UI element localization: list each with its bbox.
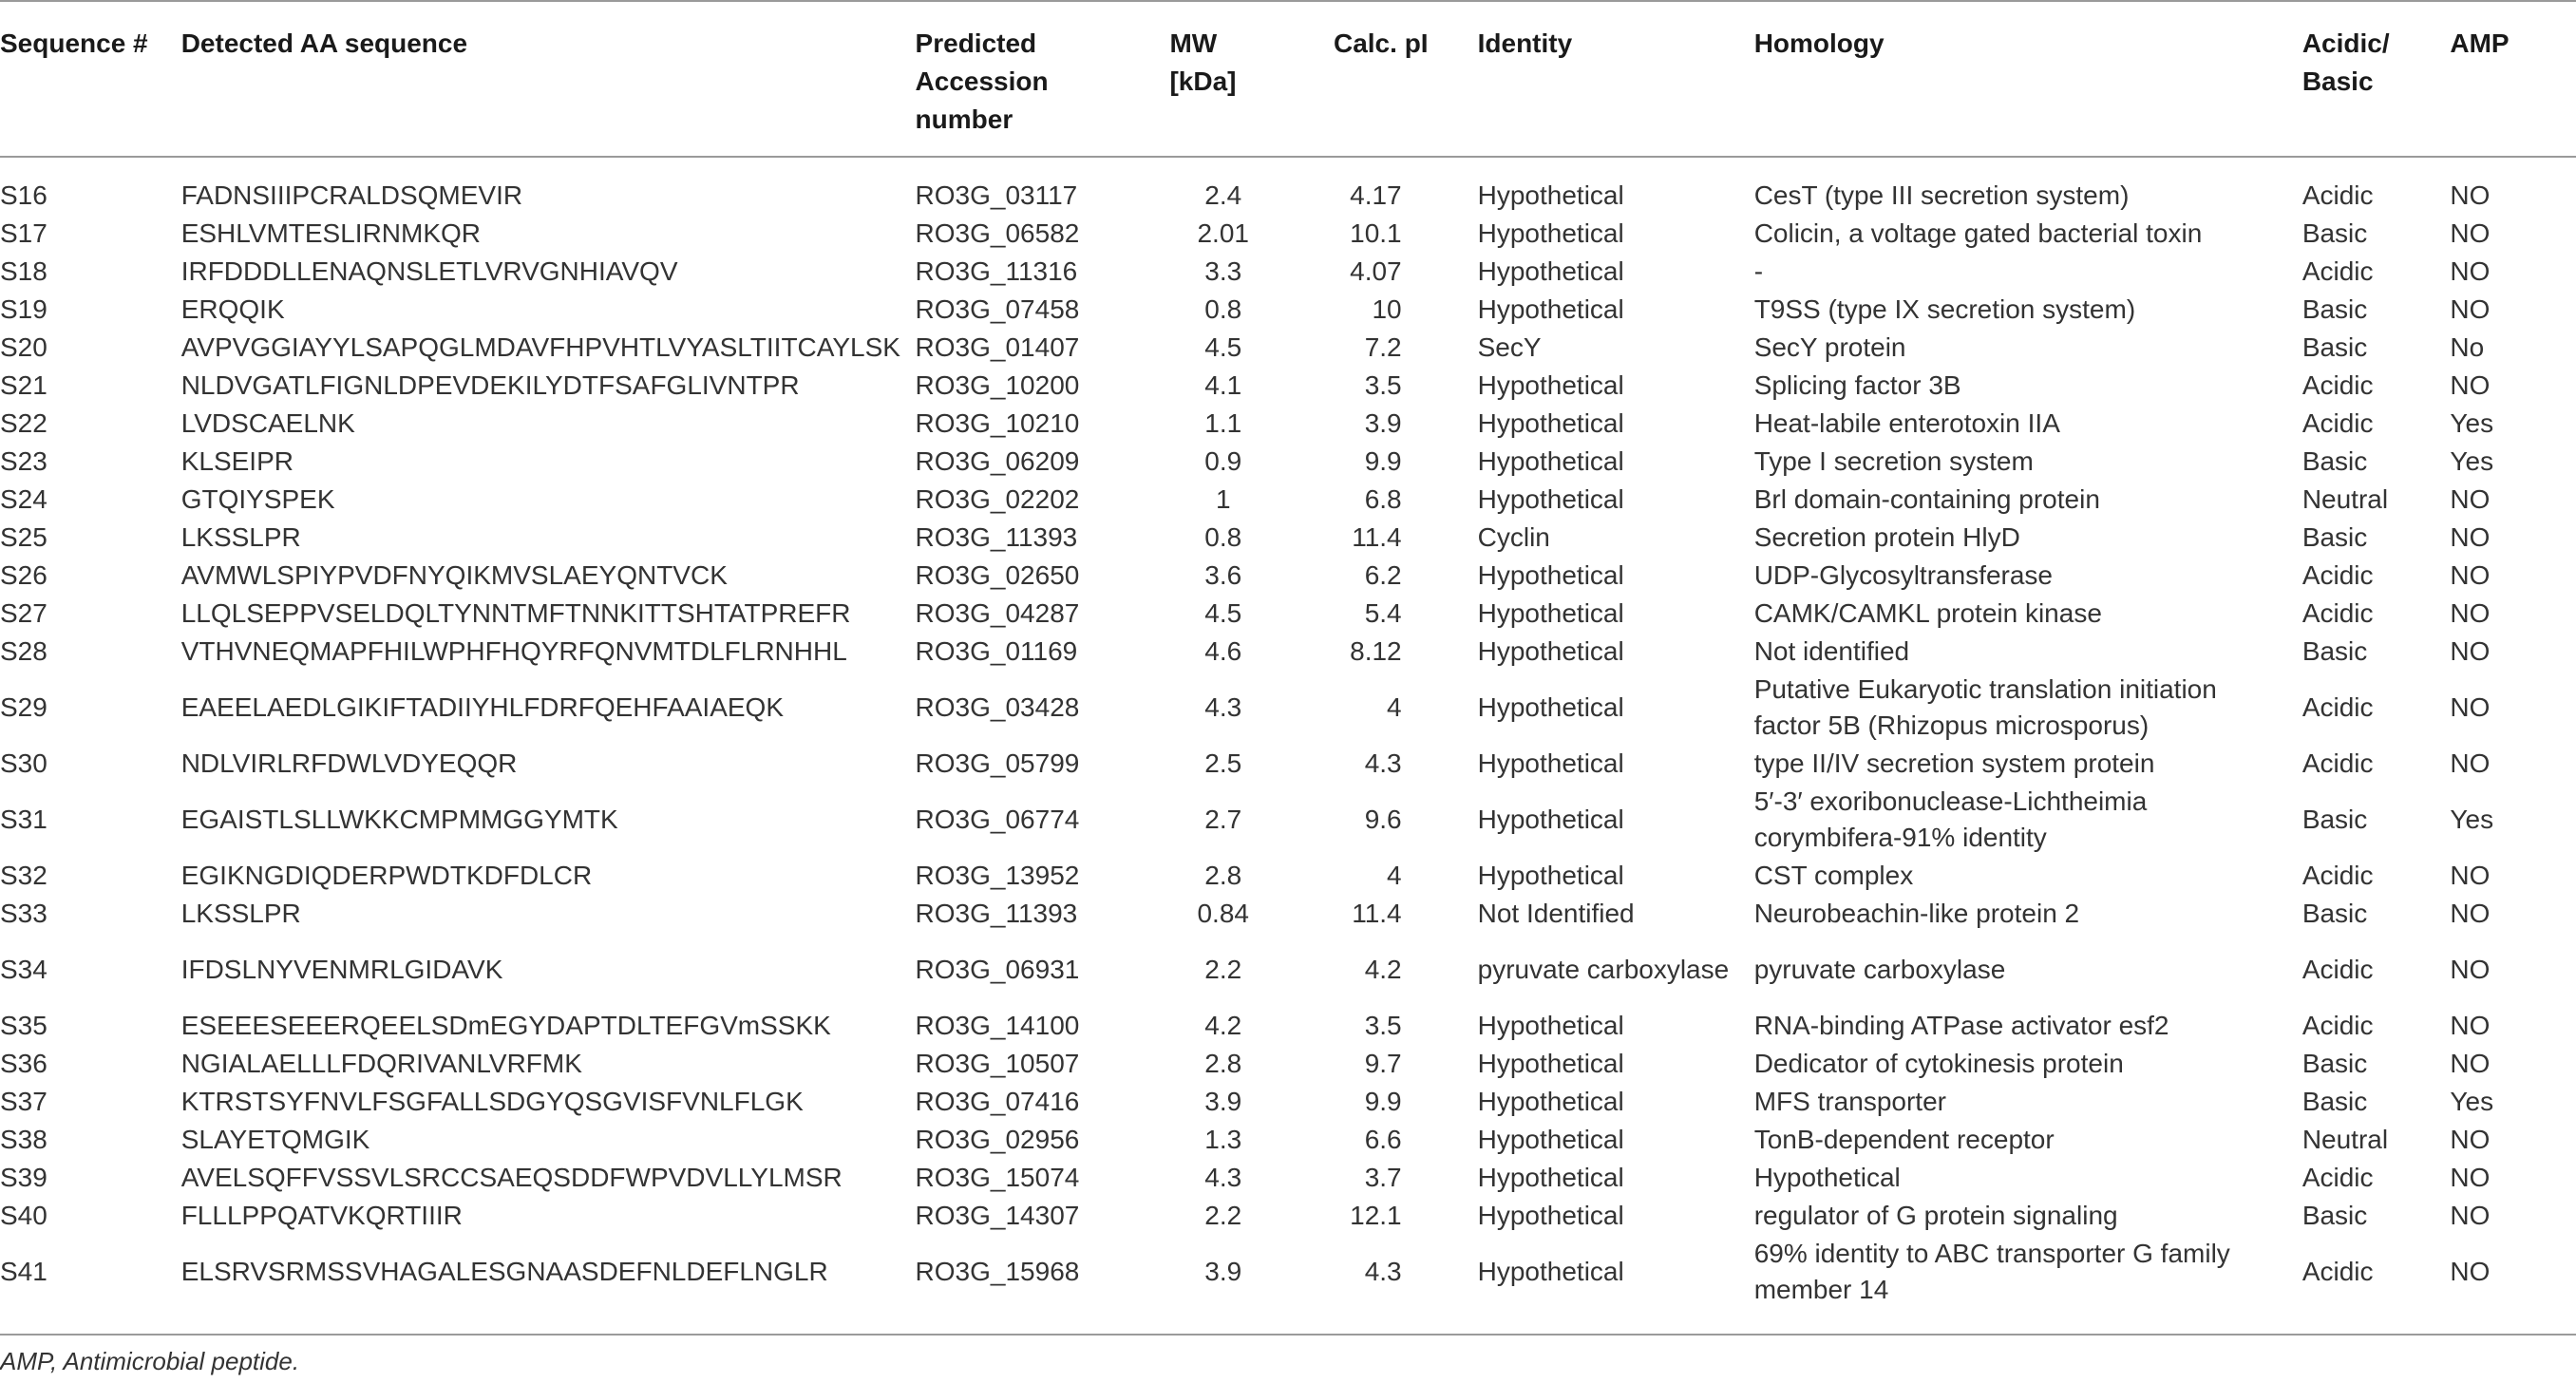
- cell-identity: Hypothetical: [1477, 861, 1624, 890]
- cell-acidic-basic: Basic: [2301, 899, 2368, 928]
- cell-acidic-basic: Basic: [2301, 805, 2368, 834]
- cell-mw: 2.2: [1204, 955, 1242, 984]
- cell-sequence-number: S23: [0, 446, 47, 476]
- cell-pi: 3.5: [1364, 370, 1402, 400]
- header-identity: Identity: [1477, 28, 1573, 58]
- table-row: [0, 895, 2576, 933]
- table-row: [0, 857, 2576, 895]
- cell-identity: Not Identified: [1477, 899, 1635, 928]
- cell-sequence-number: S30: [0, 748, 47, 778]
- cell-mw: 2.8: [1204, 861, 1242, 890]
- cell-acidic-basic: Acidic: [2301, 256, 2374, 286]
- cell-homology: CST complex: [1753, 861, 1914, 890]
- cell-aa-sequence: EGIKNGDIQDERPWDTKDFDLCR: [180, 861, 593, 890]
- header-homology: Homology: [1753, 28, 1885, 58]
- cell-pi: 12.1: [1350, 1201, 1402, 1230]
- cell-amp: NO: [2450, 484, 2491, 514]
- cell-pi: 4.3: [1364, 748, 1402, 778]
- cell-homology: CesT (type III secretion system): [1753, 180, 2130, 210]
- cell-identity: Hypothetical: [1477, 180, 1624, 210]
- cell-sequence-number: S21: [0, 370, 47, 400]
- cell-accession: RO3G_04287: [915, 598, 1080, 628]
- cell-accession: RO3G_06582: [915, 218, 1080, 248]
- cell-aa-sequence: ELSRVSRMSSVHAGALESGNAASDEFNLDEFLNGLR: [180, 1257, 828, 1286]
- cell-pi: 6.8: [1364, 484, 1402, 514]
- cell-pi: 5.4: [1364, 598, 1402, 628]
- cell-acidic-basic: Neutral: [2301, 1125, 2389, 1154]
- cell-pi: 4.2: [1364, 955, 1402, 984]
- cell-amp: NO: [2450, 370, 2491, 400]
- cell-acidic-basic: Basic: [2301, 522, 2368, 552]
- header-accession: Predicted Accession number: [915, 28, 1049, 134]
- cell-accession: RO3G_06774: [915, 805, 1080, 834]
- cell-sequence-number: S16: [0, 180, 47, 210]
- table-row: [0, 367, 2576, 405]
- cell-accession: RO3G_15074: [915, 1163, 1080, 1192]
- cell-aa-sequence: LKSSLPR: [180, 522, 301, 552]
- cell-mw: 4.1: [1204, 370, 1242, 400]
- cell-mw: 2.2: [1204, 1201, 1242, 1230]
- cell-sequence-number: S27: [0, 598, 47, 628]
- cell-mw: 4.5: [1204, 598, 1242, 628]
- cell-homology: Not identified: [1753, 636, 1910, 666]
- table-row: [0, 745, 2576, 783]
- cell-aa-sequence: ESEEESEEERQEELSDmEGYDAPTDLTEFGVmSSKK: [180, 1011, 831, 1040]
- cell-sequence-number: S19: [0, 294, 47, 324]
- cell-mw: 2.5: [1204, 748, 1242, 778]
- table-row: [0, 1007, 2576, 1045]
- cell-acidic-basic: Acidic: [2301, 370, 2374, 400]
- cell-identity: Hypothetical: [1477, 446, 1624, 476]
- cell-mw: 1.3: [1204, 1125, 1242, 1154]
- cell-sequence-number: S34: [0, 955, 47, 984]
- cell-aa-sequence: NGIALAELLLFDQRIVANLVRFMK: [180, 1049, 582, 1078]
- cell-identity: Hypothetical: [1477, 256, 1624, 286]
- table-row: [0, 1197, 2576, 1235]
- cell-aa-sequence: IRFDDDLLENAQNSLETLVRVGNHIAVQV: [180, 256, 678, 286]
- cell-accession: RO3G_15968: [915, 1257, 1080, 1286]
- cell-acidic-basic: Basic: [2301, 636, 2368, 666]
- cell-aa-sequence: LKSSLPR: [180, 899, 301, 928]
- cell-aa-sequence: KLSEIPR: [180, 446, 294, 476]
- cell-amp: NO: [2450, 1011, 2491, 1040]
- cell-mw: 3.9: [1204, 1257, 1242, 1286]
- cell-sequence-number: S41: [0, 1257, 47, 1286]
- cell-acidic-basic: Acidic: [2301, 560, 2374, 590]
- cell-amp: NO: [2450, 1163, 2491, 1192]
- cell-homology: Brl domain-containing protein: [1753, 484, 2100, 514]
- table-row: [0, 671, 2576, 745]
- cell-amp: NO: [2450, 218, 2491, 248]
- cell-acidic-basic: Basic: [2301, 332, 2368, 362]
- cell-pi: 10: [1372, 294, 1402, 324]
- cell-accession: RO3G_10507: [915, 1049, 1080, 1078]
- cell-sequence-number: S18: [0, 256, 47, 286]
- cell-aa-sequence: NDLVIRLRFDWLVDYEQQR: [180, 748, 518, 778]
- cell-amp: Yes: [2450, 408, 2494, 438]
- cell-pi: 4: [1387, 861, 1402, 890]
- cell-homology: regulator of G protein signaling: [1753, 1201, 2118, 1230]
- cell-mw: 0.8: [1204, 522, 1242, 552]
- table-row: [0, 156, 2576, 215]
- cell-acidic-basic: Basic: [2301, 218, 2368, 248]
- cell-identity: Hypothetical: [1477, 805, 1624, 834]
- cell-homology: TonB-dependent receptor: [1753, 1125, 2055, 1154]
- cell-identity: Hypothetical: [1477, 1163, 1624, 1192]
- table-row: [0, 519, 2576, 557]
- cell-aa-sequence: AVPVGGIAYYLSAPQGLMDAVFHPVHTLVYASLTIITCAYLSK: [180, 332, 900, 362]
- cell-acidic-basic: Acidic: [2301, 861, 2374, 890]
- cell-aa-sequence: KTRSTSYFNVLFSGFALLSDGYQSGVISFVNLFLGK: [180, 1087, 804, 1116]
- cell-homology: Neurobeachin-like protein 2: [1753, 899, 2080, 928]
- table-row: [0, 595, 2576, 633]
- cell-sequence-number: S20: [0, 332, 47, 362]
- cell-amp: NO: [2450, 636, 2491, 666]
- cell-homology: Splicing factor 3B: [1753, 370, 1961, 400]
- cell-aa-sequence: SLAYETQMGIK: [180, 1125, 370, 1154]
- table-row: [0, 783, 2576, 857]
- cell-mw: 1.1: [1204, 408, 1242, 438]
- cell-homology: type II/IV secretion system protein: [1753, 748, 2155, 778]
- table-row: [0, 253, 2576, 291]
- cell-homology: CAMK/CAMKL protein kinase: [1753, 598, 2102, 628]
- cell-acidic-basic: Acidic: [2301, 955, 2374, 984]
- cell-amp: NO: [2450, 861, 2491, 890]
- cell-mw: 4.3: [1204, 692, 1242, 722]
- cell-mw: 3.9: [1204, 1087, 1242, 1116]
- cell-accession: RO3G_14100: [915, 1011, 1080, 1040]
- cell-sequence-number: S40: [0, 1201, 47, 1230]
- header-acidic-basic: Acidic/ Basic: [2301, 28, 2390, 96]
- cell-aa-sequence: ESHLVMTESLIRNMKQR: [180, 218, 482, 248]
- cell-amp: NO: [2450, 1125, 2491, 1154]
- cell-accession: RO3G_03428: [915, 692, 1080, 722]
- cell-sequence-number: S17: [0, 218, 47, 248]
- cell-identity: pyruvate carboxylase: [1477, 955, 1730, 984]
- footnote: AMP, Antimicrobial peptide.: [0, 1347, 300, 1375]
- cell-pi: 3.7: [1364, 1163, 1402, 1192]
- cell-pi: 4.17: [1350, 180, 1402, 210]
- cell-amp: NO: [2450, 1201, 2491, 1230]
- cell-homology: RNA-binding ATPase activator esf2: [1753, 1011, 2169, 1040]
- header-amp: AMP: [2450, 28, 2510, 58]
- cell-acidic-basic: Acidic: [2301, 1163, 2374, 1192]
- cell-aa-sequence: AVMWLSPIYPVDFNYQIKMVSLAEYQNTVCK: [180, 560, 728, 590]
- cell-identity: Hypothetical: [1477, 484, 1624, 514]
- table-row: [0, 557, 2576, 595]
- header-row: [0, 0, 2576, 156]
- cell-sequence-number: S33: [0, 899, 47, 928]
- cell-acidic-basic: Acidic: [2301, 1257, 2374, 1286]
- cell-homology: Secretion protein HlyD: [1753, 522, 2020, 552]
- cell-amp: NO: [2450, 294, 2491, 324]
- table-row: [0, 443, 2576, 481]
- cell-identity: Hypothetical: [1477, 294, 1624, 324]
- cell-amp: NO: [2450, 1257, 2491, 1286]
- header-pi: Calc. pI: [1333, 28, 1429, 58]
- cell-sequence-number: S39: [0, 1163, 47, 1192]
- cell-identity: Hypothetical: [1477, 1087, 1624, 1116]
- cell-amp: NO: [2450, 522, 2491, 552]
- cell-accession: RO3G_11393: [915, 522, 1078, 552]
- cell-pi: 9.9: [1364, 446, 1402, 476]
- cell-aa-sequence: ERQQIK: [180, 294, 285, 324]
- cell-pi: 4.07: [1350, 256, 1402, 286]
- cell-acidic-basic: Basic: [2301, 1201, 2368, 1230]
- cell-acidic-basic: Basic: [2301, 294, 2368, 324]
- cell-sequence-number: S24: [0, 484, 47, 514]
- cell-identity: Hypothetical: [1477, 1201, 1624, 1230]
- cell-acidic-basic: Acidic: [2301, 180, 2374, 210]
- cell-accession: RO3G_06209: [915, 446, 1080, 476]
- cell-accession: RO3G_14307: [915, 1201, 1080, 1230]
- cell-mw: 4.3: [1204, 1163, 1242, 1192]
- cell-homology: Heat-labile enterotoxin IIA: [1753, 408, 2060, 438]
- cell-mw: 2.7: [1204, 805, 1242, 834]
- cell-acidic-basic: Acidic: [2301, 748, 2374, 778]
- cell-pi: 8.12: [1350, 636, 1402, 666]
- cell-accession: RO3G_11393: [915, 899, 1078, 928]
- cell-sequence-number: S29: [0, 692, 47, 722]
- cell-identity: Hypothetical: [1477, 1257, 1624, 1286]
- table-row: [0, 481, 2576, 519]
- cell-accession: RO3G_07416: [915, 1087, 1080, 1116]
- cell-accession: RO3G_02650: [915, 560, 1080, 590]
- table-row: [0, 405, 2576, 443]
- cell-identity: Hypothetical: [1477, 560, 1624, 590]
- cell-homology: UDP-Glycosyltransferase: [1753, 560, 2053, 590]
- cell-pi: 11.4: [1352, 522, 1402, 552]
- cell-identity: Hypothetical: [1477, 1011, 1624, 1040]
- cell-accession: RO3G_13952: [915, 861, 1080, 890]
- cell-homology: T9SS (type IX secretion system): [1753, 294, 2136, 324]
- cell-acidic-basic: Neutral: [2301, 484, 2389, 514]
- cell-homology: 69% identity to ABC transporter G family member 14: [1753, 1239, 2230, 1304]
- cell-homology: Colicin, a voltage gated bacterial toxin: [1753, 218, 2203, 248]
- cell-amp: NO: [2450, 256, 2491, 286]
- cell-identity: Cyclin: [1477, 522, 1550, 552]
- cell-identity: Hypothetical: [1477, 1049, 1624, 1078]
- cell-acidic-basic: Basic: [2301, 446, 2368, 476]
- cell-homology: Type I secretion system: [1753, 446, 2034, 476]
- cell-sequence-number: S25: [0, 522, 47, 552]
- table-row: [0, 1159, 2576, 1197]
- cell-amp: No: [2450, 332, 2485, 362]
- cell-sequence-number: S26: [0, 560, 47, 590]
- cell-acidic-basic: Basic: [2301, 1049, 2368, 1078]
- cell-homology: pyruvate carboxylase: [1753, 955, 2006, 984]
- cell-mw: 4.2: [1204, 1011, 1242, 1040]
- cell-accession: RO3G_07458: [915, 294, 1080, 324]
- cell-aa-sequence: EAEELAEDLGIKIFTADIIYHLFDRFQEHFAAIAEQK: [180, 692, 785, 722]
- cell-pi: 3.5: [1364, 1011, 1402, 1040]
- cell-homology: Hypothetical: [1753, 1163, 1901, 1192]
- cell-pi: 11.4: [1352, 899, 1402, 928]
- cell-aa-sequence: EGAISTLSLLWKKCMPMMGGYMTK: [180, 805, 618, 834]
- cell-mw: 4.5: [1204, 332, 1242, 362]
- cell-amp: Yes: [2450, 1087, 2494, 1116]
- cell-aa-sequence: FADNSIIIPCRALDSQMEVIR: [180, 180, 523, 210]
- cell-mw: 0.8: [1204, 294, 1242, 324]
- cell-sequence-number: S31: [0, 805, 47, 834]
- cell-sequence-number: S35: [0, 1011, 47, 1040]
- cell-mw: 0.9: [1204, 446, 1242, 476]
- cell-sequence-number: S22: [0, 408, 47, 438]
- cell-mw: 0.84: [1197, 899, 1249, 928]
- header-sequence-number: Sequence #: [0, 28, 148, 58]
- table-body: [0, 156, 2576, 1309]
- cell-identity: Hypothetical: [1477, 748, 1624, 778]
- cell-aa-sequence: AVELSQFFVSSVLSRCCSAEQSDDFWPVDVLLYLMSR: [180, 1163, 843, 1192]
- cell-pi: 9.7: [1364, 1049, 1402, 1078]
- cell-pi: 6.2: [1364, 560, 1402, 590]
- cell-accession: RO3G_03117: [915, 180, 1078, 210]
- cell-aa-sequence: IFDSLNYVENMRLGIDAVK: [180, 955, 503, 984]
- cell-sequence-number: S36: [0, 1049, 47, 1078]
- cell-pi: 4: [1387, 692, 1402, 722]
- cell-homology: 5′-3′ exoribonuclease-Lichtheimia corymbifera-91% identity: [1753, 786, 2148, 852]
- table-row: [0, 1083, 2576, 1121]
- cell-aa-sequence: VTHVNEQMAPFHILWPHFHQYRFQNVMTDLFLRNHHL: [180, 636, 847, 666]
- cell-accession: RO3G_01407: [915, 332, 1080, 362]
- cell-aa-sequence: LVDSCAELNK: [180, 408, 355, 438]
- table-row: [0, 215, 2576, 253]
- cell-homology: MFS transporter: [1753, 1087, 1946, 1116]
- cell-accession: RO3G_05799: [915, 748, 1080, 778]
- cell-mw: 3.3: [1204, 256, 1242, 286]
- cell-mw: 2.8: [1204, 1049, 1242, 1078]
- table-row: [0, 291, 2576, 329]
- cell-amp: Yes: [2450, 446, 2494, 476]
- cell-mw: 1: [1215, 484, 1231, 514]
- cell-mw: 2.4: [1204, 180, 1242, 210]
- cell-accession: RO3G_02956: [915, 1125, 1080, 1154]
- cell-pi: 10.1: [1350, 218, 1402, 248]
- table-row: [0, 1045, 2576, 1083]
- cell-pi: 6.6: [1364, 1125, 1402, 1154]
- cell-homology: -: [1753, 256, 1764, 286]
- cell-acidic-basic: Acidic: [2301, 692, 2374, 722]
- cell-amp: NO: [2450, 598, 2491, 628]
- cell-accession: RO3G_06931: [915, 955, 1080, 984]
- cell-accession: RO3G_01169: [915, 636, 1078, 666]
- cell-acidic-basic: Basic: [2301, 1087, 2368, 1116]
- cell-homology: Dedicator of cytokinesis protein: [1753, 1049, 2124, 1078]
- cell-mw: 4.6: [1204, 636, 1242, 666]
- cell-pi: 4.3: [1364, 1257, 1402, 1286]
- table-row: [0, 633, 2576, 671]
- cell-acidic-basic: Acidic: [2301, 1011, 2374, 1040]
- cell-accession: RO3G_02202: [915, 484, 1080, 514]
- cell-aa-sequence: FLLLPPQATVKQRTIIIR: [180, 1201, 463, 1230]
- table-row: [0, 329, 2576, 367]
- cell-aa-sequence: NLDVGATLFIGNLDPEVDEKILYDTFSAFGLIVNTPR: [180, 370, 800, 400]
- cell-sequence-number: S37: [0, 1087, 47, 1116]
- cell-identity: Hypothetical: [1477, 1125, 1624, 1154]
- table-row: [0, 1121, 2576, 1159]
- cell-acidic-basic: Acidic: [2301, 598, 2374, 628]
- table-row: [0, 1235, 2576, 1309]
- cell-identity: SecY: [1477, 332, 1542, 362]
- cell-accession: RO3G_10200: [915, 370, 1080, 400]
- cell-identity: Hypothetical: [1477, 692, 1624, 722]
- cell-homology: SecY protein: [1753, 332, 1906, 362]
- cell-amp: NO: [2450, 180, 2491, 210]
- cell-sequence-number: S32: [0, 861, 47, 890]
- cell-pi: 9.6: [1364, 805, 1402, 834]
- cell-identity: Hypothetical: [1477, 218, 1624, 248]
- cell-amp: NO: [2450, 748, 2491, 778]
- cell-amp: Yes: [2450, 805, 2494, 834]
- cell-pi: 9.9: [1364, 1087, 1402, 1116]
- cell-sequence-number: S28: [0, 636, 47, 666]
- cell-acidic-basic: Acidic: [2301, 408, 2374, 438]
- cell-amp: NO: [2450, 1049, 2491, 1078]
- cell-accession: RO3G_10210: [915, 408, 1080, 438]
- cell-amp: NO: [2450, 899, 2491, 928]
- cell-identity: Hypothetical: [1477, 636, 1624, 666]
- cell-pi: 3.9: [1364, 408, 1402, 438]
- cell-aa-sequence: GTQIYSPEK: [180, 484, 335, 514]
- header-aa-sequence: Detected AA sequence: [180, 28, 468, 58]
- cell-identity: Hypothetical: [1477, 408, 1624, 438]
- cell-sequence-number: S38: [0, 1125, 47, 1154]
- cell-pi: 7.2: [1364, 332, 1402, 362]
- cell-amp: NO: [2450, 560, 2491, 590]
- cell-identity: Hypothetical: [1477, 598, 1624, 628]
- header-mw: MW [kDa]: [1169, 28, 1237, 96]
- cell-identity: Hypothetical: [1477, 370, 1624, 400]
- cell-amp: NO: [2450, 955, 2491, 984]
- table-row: [0, 933, 2576, 1007]
- cell-accession: RO3G_11316: [915, 256, 1078, 286]
- bottom-rule: [0, 1334, 2576, 1336]
- cell-amp: NO: [2450, 692, 2491, 722]
- cell-homology: Putative Eukaryotic translation initiation factor 5B (Rhizopus microsporus): [1753, 674, 2217, 740]
- cell-aa-sequence: LLQLSEPPVSELDQLTYNNTMFTNNKITTSHTATPREFR: [180, 598, 851, 628]
- cell-mw: 2.01: [1197, 218, 1249, 248]
- cell-mw: 3.6: [1204, 560, 1242, 590]
